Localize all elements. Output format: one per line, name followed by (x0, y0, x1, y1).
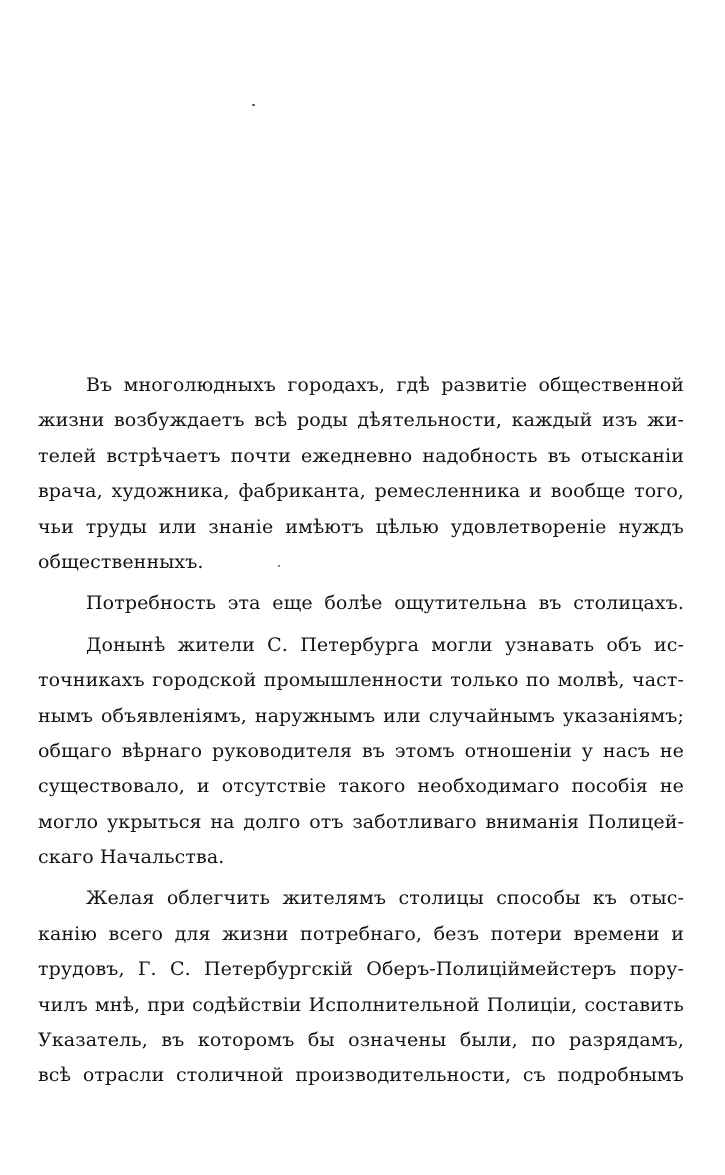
text-line: Донынѣ жители С. Петербурга могли узнавать объ ис- (86, 633, 684, 656)
text-line: всѣ отрасли столичной производительности, съ подробнымъ (38, 1064, 684, 1087)
text-line: точникахъ городской промышленности только по молвѣ, част- (38, 669, 684, 692)
text-line: общаго вѣрнаго руководителя въ этомъ отношеніи у насъ не (38, 739, 684, 762)
text-line: трудовъ, Г. С. Петербургскій Оберъ-Полицiймейстеръ пору- (38, 958, 684, 981)
print-speck (252, 104, 255, 106)
text-line: могло укрыться на долго отъ заботливаго вниманія Полицей- (38, 810, 684, 833)
text-line: Потребность эта еще болѣе ощутительна въ столицахъ. (86, 592, 684, 615)
text-line: жизни возбуждаетъ всѣ роды дѣятельности, каждый изъ жи- (38, 409, 684, 432)
text-line: Въ многолюдныхъ городахъ, гдѣ развитіе общественной (86, 374, 684, 396)
text-line: Желая облегчить жителямъ столицы способы къ отыс- (86, 887, 684, 910)
text-line: телей встрѣчаетъ почти ежедневно надобность въ отысканіи (38, 444, 684, 467)
text-line: канію всего для жизни потребнаго, безъ потери времени и (38, 922, 684, 945)
text-line: чилъ мнѣ, при содѣйствіи Исполнительной Полиціи, составить (38, 993, 684, 1016)
text-line: скаго Начальства. (38, 846, 225, 869)
text-line: чьи труды или знаніе имѣютъ цѣлью удовлетвореніе нуждъ (38, 515, 684, 538)
text-line: врача, художника, фабриканта, ремесленника и вообще того, (38, 480, 684, 503)
text-line: нымъ объявленіямъ, наружнымъ или случайнымъ указаніямъ; (38, 704, 684, 727)
text-line: существовало, и отсутствіе такого необходимаго пособія не (38, 775, 684, 798)
text-line: Указатель, въ которомъ бы означены были, по разрядамъ, (38, 1029, 684, 1052)
text-line: общественныхъ. (38, 550, 204, 573)
body-text (38, 368, 684, 1094)
